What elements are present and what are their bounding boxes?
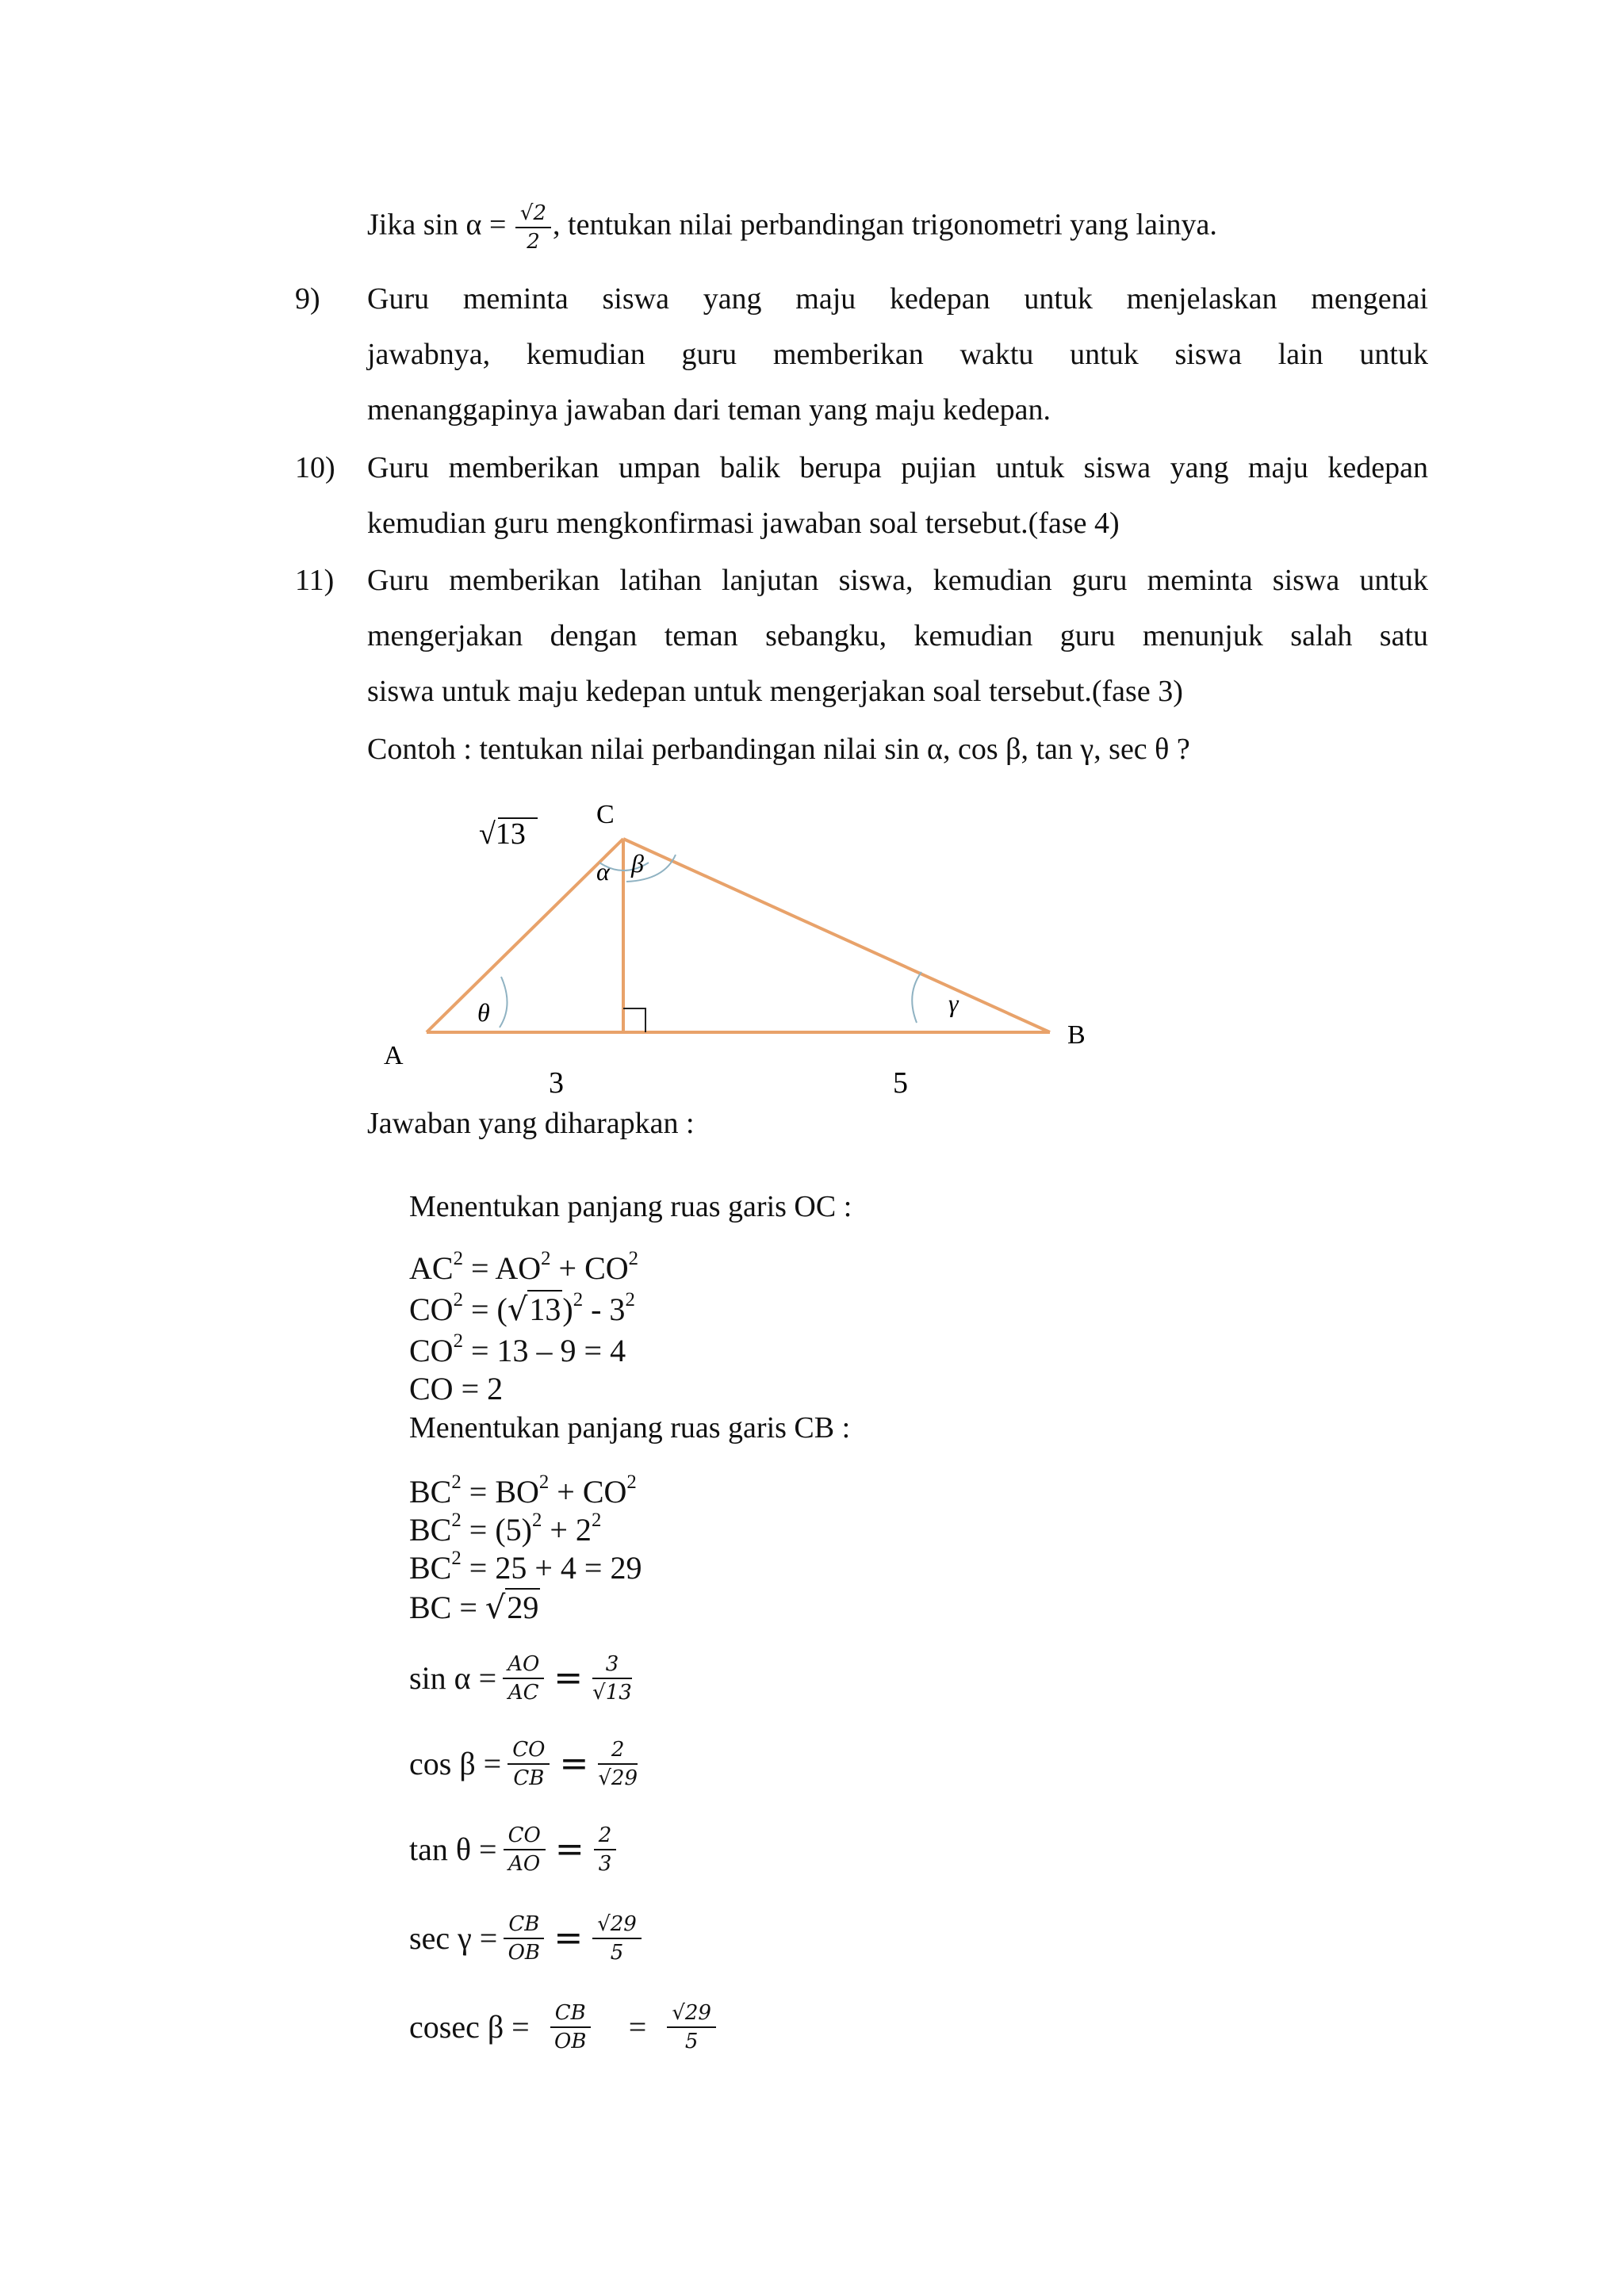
step8-radicand: 29 — [507, 1590, 539, 1625]
ratio-den: 5 — [684, 2030, 699, 2053]
step-co-squared-2 — [409, 1330, 626, 1368]
item-number-9: 9) — [295, 282, 320, 316]
item-9-line-3: menanggapinya jawaban dari teman yang maju kedepan. — [367, 393, 1051, 427]
ratio-fraction-2 — [667, 2003, 716, 2052]
ratio-cosec-beta — [409, 2003, 722, 2052]
step5-a: BC — [409, 1474, 452, 1510]
answer-heading: Jawaban yang diharapkan : — [367, 1107, 695, 1140]
item-9-line-2: jawabnya, kemudian guru memberikan waktu untuk siswa lain untuk — [367, 338, 1428, 371]
intro-fraction — [515, 203, 551, 252]
ratio-label: tan θ = — [409, 1831, 497, 1867]
radical-sign: √ — [507, 1292, 528, 1328]
step2-p1: 2 — [453, 1289, 463, 1311]
step-ac-squared — [409, 1248, 639, 1286]
angle-arc-a — [500, 977, 508, 1027]
ratio-fraction-2 — [594, 1825, 617, 1874]
ratio-label: cos β = — [409, 1746, 502, 1781]
step6-p2: 2 — [531, 1510, 542, 1532]
cb-heading: Menentukan panjang ruas garis CB : — [409, 1411, 851, 1445]
side-ac-label: √13 — [479, 817, 526, 851]
step7-a: BC — [409, 1550, 452, 1586]
step5-c: + CO — [549, 1474, 627, 1510]
item-11-line-2: mengerjakan dengan teman sebangku, kemudian guru menunjuk salah satu — [367, 619, 1428, 652]
step2-p2: 2 — [573, 1289, 584, 1311]
radical-sign: √ — [485, 1590, 506, 1626]
item-9-line-1: Guru meminta siswa yang maju kedepan untuk menjelaskan mengenai — [367, 282, 1428, 316]
ratio-fraction-2 — [598, 1739, 638, 1789]
ratio-fraction-2 — [592, 1654, 632, 1703]
ratio-den: 3 — [598, 1852, 612, 1876]
side-ob-label: 5 — [893, 1066, 908, 1100]
ratio-den: OB — [508, 1941, 541, 1965]
ratio-num: CO — [504, 1825, 546, 1850]
step1-p2: 2 — [541, 1248, 551, 1270]
step3-a: CO — [409, 1333, 454, 1368]
ratio-den: CB — [513, 1766, 545, 1790]
step6-p1: 2 — [451, 1510, 462, 1532]
angle-alpha-label: α — [596, 857, 610, 886]
ratio-num: 2 — [598, 1739, 638, 1765]
step1-c: + CO — [550, 1250, 629, 1286]
ratio-fraction-1 — [504, 1825, 546, 1874]
angle-arc-b — [912, 972, 921, 1023]
side-ac — [427, 839, 623, 1032]
item-number-11: 11) — [295, 564, 335, 597]
equals-sign: = — [628, 2009, 647, 2045]
oc-heading: Menentukan panjang ruas garis OC : — [409, 1190, 852, 1223]
ratio-tan-theta — [409, 1825, 622, 1874]
item-number-10: 10) — [295, 451, 335, 484]
ratio-label: cosec β = — [409, 2009, 530, 2045]
step5-p1: 2 — [451, 1471, 462, 1494]
vertex-b-label: B — [1067, 1020, 1086, 1050]
step1-b: = AO — [462, 1250, 542, 1286]
equals-sign: = — [554, 1829, 584, 1869]
vertex-a-label: A — [384, 1041, 404, 1070]
intro-frac-num: √2 — [515, 203, 551, 228]
ratio-num: √29 — [592, 1914, 642, 1939]
step1-p3: 2 — [628, 1248, 639, 1270]
intro-before: Jika sin α = — [367, 208, 514, 242]
step-co-squared-1 — [409, 1289, 635, 1328]
step5-b: = BO — [461, 1474, 539, 1510]
ratio-den: 5 — [610, 1941, 624, 1965]
step5-p3: 2 — [626, 1471, 637, 1494]
ratio-fraction-1 — [550, 2003, 591, 2052]
step8-radical — [485, 1592, 541, 1624]
ratio-fraction-1 — [504, 1914, 544, 1963]
ratio-num: 3 — [592, 1654, 632, 1679]
equals-sign: = — [559, 1743, 589, 1784]
step-co-value: CO = 2 — [409, 1371, 504, 1406]
ratio-num: CO — [508, 1739, 550, 1765]
equals-sign: = — [553, 1658, 584, 1698]
ratio-den: OB — [554, 2030, 587, 2053]
intro-sentence — [367, 203, 1217, 252]
step6-c: + 2 — [542, 1512, 592, 1548]
ratio-num: AO — [503, 1654, 544, 1679]
step7-p: 2 — [451, 1548, 462, 1570]
step3-p: 2 — [453, 1330, 463, 1353]
ratio-label: sin α = — [409, 1660, 497, 1696]
intro-after: , tentukan nilai perbandingan trigonometri yang lainya. — [553, 208, 1217, 242]
side-cb — [623, 839, 1050, 1032]
angle-beta-label: β — [631, 849, 644, 878]
intro-frac-den: 2 — [527, 230, 540, 254]
step2-radicand: 13 — [529, 1292, 561, 1327]
step1-p1: 2 — [453, 1248, 463, 1270]
step2-d: - 3 — [583, 1292, 626, 1327]
ratio-fraction-2 — [592, 1914, 642, 1963]
step2-p3: 2 — [625, 1289, 635, 1311]
step7-b: = 25 + 4 = 29 — [461, 1550, 642, 1586]
step3-b: = 13 – 9 = 4 — [462, 1333, 626, 1368]
side-ao-label: 3 — [549, 1066, 564, 1100]
step2-b: = ( — [462, 1292, 508, 1327]
example-question: Contoh : tentukan nilai perbandingan nilai sin α, cos β, tan γ, sec θ ? — [367, 733, 1190, 766]
step2-c: ) — [562, 1292, 573, 1327]
ratio-den: √13 — [592, 1681, 632, 1705]
step-bc-squared-2 — [409, 1548, 642, 1586]
right-angle-mark — [623, 1008, 645, 1032]
ratio-sin-alpha — [409, 1654, 638, 1703]
item-10-line-2: kemudian guru mengkonfirmasi jawaban soal tersebut.(fase 4) — [367, 507, 1120, 540]
step6-a: BC — [409, 1512, 452, 1548]
step-bc-squared-1 — [409, 1510, 602, 1548]
triangle-diagram — [349, 785, 1142, 1118]
step2-a: CO — [409, 1292, 454, 1327]
ratio-fraction-1 — [508, 1739, 550, 1789]
ratio-label: sec γ = — [409, 1920, 498, 1956]
angle-gamma-label: γ — [948, 989, 959, 1017]
ratio-num: √29 — [667, 2003, 716, 2028]
item-11-line-1: Guru memberikan latihan lanjutan siswa, kemudian guru meminta siswa untuk — [367, 564, 1428, 597]
ratio-num: 2 — [594, 1825, 617, 1850]
ratio-fraction-1 — [503, 1654, 544, 1703]
vertex-c-label: C — [596, 800, 615, 829]
step1-a: AC — [409, 1250, 454, 1286]
ratio-den: AC — [508, 1681, 539, 1705]
ratio-den: √29 — [598, 1766, 638, 1790]
ratio-sec-gamma — [409, 1914, 648, 1963]
step6-b: = (5) — [461, 1512, 532, 1548]
step2-radical — [508, 1294, 563, 1326]
ratio-num: CB — [504, 1914, 544, 1939]
item-11-line-3: siswa untuk maju kedepan untuk mengerjakan soal tersebut.(fase 3) — [367, 675, 1183, 708]
step-bc-squared — [409, 1471, 637, 1510]
ratio-num: CB — [550, 2003, 591, 2028]
step8-a: BC = — [409, 1590, 485, 1625]
equals-sign: = — [553, 1918, 584, 1958]
step-bc-value — [409, 1592, 540, 1624]
angle-theta-label: θ — [477, 998, 490, 1027]
step6-p3: 2 — [591, 1510, 602, 1532]
ratio-cos-beta — [409, 1739, 644, 1789]
item-10-line-1: Guru memberikan umpan balik berupa pujian untuk siswa yang maju kedepan — [367, 451, 1428, 484]
ratio-den: AO — [508, 1852, 541, 1876]
step5-p2: 2 — [538, 1471, 550, 1494]
